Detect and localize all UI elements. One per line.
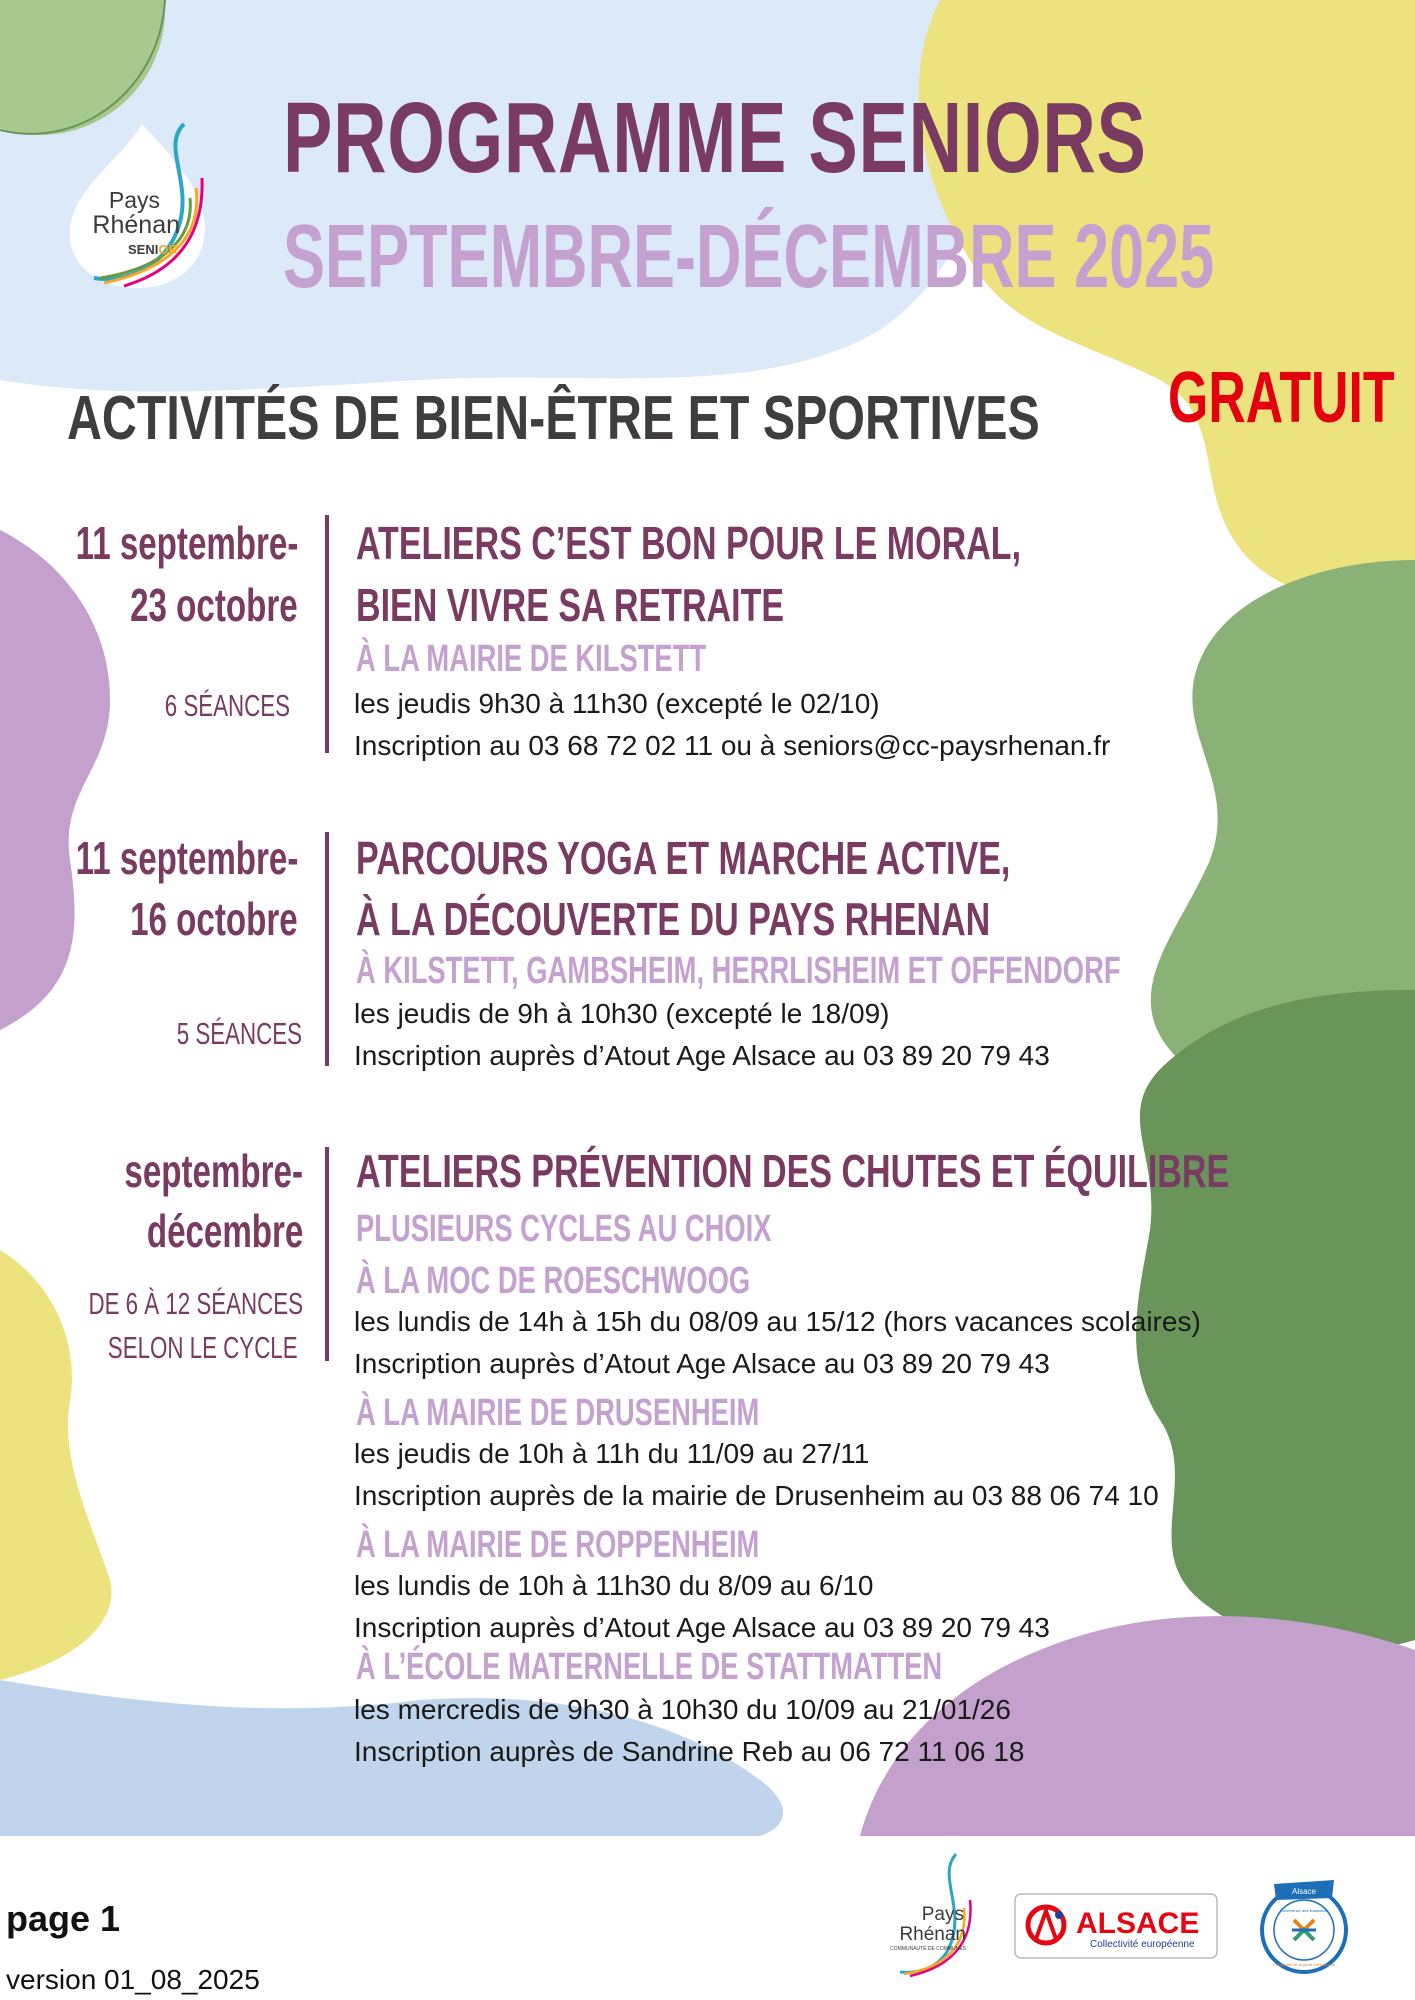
event-3-sessions-line2: SELON LE CYCLE <box>108 1330 298 1365</box>
version-label: version 01_08_2025 <box>6 1964 260 1995</box>
event-3-title: ATELIERS PRÉVENTION DES CHUTES ET ÉQUILIBRE <box>356 1145 1230 1197</box>
event-1-schedule: les jeudis 9h30 à 11h30 (excepté le 02/10) <box>354 688 880 719</box>
footer-conference-ring2: Prévention de la perte d’autonomie <box>1272 1962 1336 1967</box>
footer-conference-top: Alsace <box>1291 1887 1317 1896</box>
footer-conference-financeurs-logo <box>1258 1874 1350 1978</box>
footer-logo-rhenan: Rhénan <box>899 1924 966 1945</box>
event-2-sessions: 5 SÉANCES <box>176 1016 302 1051</box>
event-3-date-end: décembre <box>146 1205 303 1257</box>
event-1-date-end: 23 octobre <box>130 579 298 631</box>
event-3-location-1-schedule: les lundis de 14h à 15h du 08/09 au 15/12 (hors vacances scolaires) <box>354 1306 1201 1337</box>
footer-alsace-logo <box>1014 1893 1218 1959</box>
event-1-divider <box>325 515 329 753</box>
logo-line-seni: SENI <box>128 242 159 257</box>
free-badge: GRATUIT <box>1168 358 1395 438</box>
event-2-schedule: les jeudis de 9h à 10h30 (excepté le 18/09) <box>354 998 890 1029</box>
purple-left-blob <box>0 530 110 1030</box>
logo-line-or: OR <box>158 242 178 257</box>
event-2-title-line1: PARCOURS YOGA ET MARCHE ACTIVE, <box>356 832 1011 884</box>
event-2-date-start: 11 septembre- <box>75 832 298 884</box>
footer-pays-rhenan-logo <box>888 1850 988 1980</box>
footer-alsace-name: ALSACE <box>1076 1907 1200 1940</box>
section-title: ACTIVITÉS DE BIEN-ÊTRE ET SPORTIVES <box>67 384 1040 453</box>
page-title: PROGRAMME SENIORS <box>283 82 1147 194</box>
purple-bottom-blob <box>860 1616 1415 1836</box>
event-3-sessions-line1: DE 6 À 12 SÉANCES <box>88 1286 303 1321</box>
event-3-location-2-schedule: les jeudis de 10h à 11h du 11/09 au 27/11 <box>354 1438 870 1469</box>
event-3-location-3-registration: Inscription auprès d’Atout Age Alsace au 03 89 20 79 43 <box>354 1612 1050 1643</box>
event-3-location-1-place: À LA MOC DE ROESCHWOOG <box>356 1260 751 1302</box>
footer-logo-cc: COMMUNAUTÉ DE COMMUNES <box>890 1946 966 1952</box>
pays-rhenan-senior-logo <box>64 118 214 293</box>
event-1-date-start: 11 septembre- <box>75 517 298 569</box>
event-2-divider <box>325 832 329 1066</box>
event-3-date-start: septembre- <box>124 1145 303 1197</box>
event-3-location-2-registration: Inscription auprès de la mairie de Drusenheim au 03 88 06 74 10 <box>354 1480 1159 1511</box>
event-3-subtitle: PLUSIEURS CYCLES AU CHOIX <box>356 1208 772 1250</box>
svg-text:SENIOR <box>128 242 178 257</box>
logo-line-pays: Pays <box>108 187 160 213</box>
footer-conference-ring1: Conférence des financeurs <box>1280 1908 1328 1913</box>
event-3-location-1-registration: Inscription auprès d’Atout Age Alsace au 03 89 20 79 43 <box>354 1348 1050 1379</box>
footer-alsace-sub: Collectivité européenne <box>1090 1939 1195 1950</box>
event-3-location-4-registration: Inscription auprès de Sandrine Reb au 06 72 11 06 18 <box>354 1736 1025 1767</box>
event-1-title-line1: ATELIERS C’EST BON POUR LE MORAL, <box>356 517 1022 569</box>
event-2-date-end: 16 octobre <box>130 893 298 945</box>
event-2-place: À KILSTETT, GAMBSHEIM, HERRLISHEIM ET OFFENDORF <box>356 950 1121 992</box>
page-number: page 1 <box>6 1898 121 1939</box>
event-1-sessions: 6 SÉANCES <box>164 688 290 723</box>
event-2-title-line2: À LA DÉCOUVERTE DU PAYS RHENAN <box>356 893 991 945</box>
logo-line-rhenan: Rhénan <box>92 211 180 239</box>
page-subtitle: SEPTEMBRE-DÉCEMBRE 2025 <box>283 207 1215 307</box>
event-3-location-3-place: À LA MAIRIE DE ROPPENHEIM <box>356 1524 760 1566</box>
event-3-location-2-place: À LA MAIRIE DE DRUSENHEIM <box>356 1392 760 1434</box>
event-1-place: À LA MAIRIE DE KILSTETT <box>356 638 707 680</box>
event-1-title-line2: BIEN VIVRE SA RETRAITE <box>356 579 785 631</box>
event-3-location-3-schedule: les lundis de 10h à 11h30 du 8/09 au 6/10 <box>354 1570 874 1601</box>
footer-logo-pays: Pays <box>921 1904 964 1925</box>
event-3-location-4-schedule: les mercredis de 9h30 à 10h30 du 10/09 au 21/01/26 <box>354 1694 1011 1725</box>
event-1-registration: Inscription au 03 68 72 02 11 ou à seniors@cc-paysrhenan.fr <box>354 730 1111 761</box>
event-2-registration: Inscription auprès d’Atout Age Alsace au 03 89 20 79 43 <box>354 1040 1050 1071</box>
event-3-divider <box>325 1147 329 1361</box>
event-3-location-4-place: À L’ÉCOLE MATERNELLE DE STATTMATTEN <box>356 1646 943 1688</box>
